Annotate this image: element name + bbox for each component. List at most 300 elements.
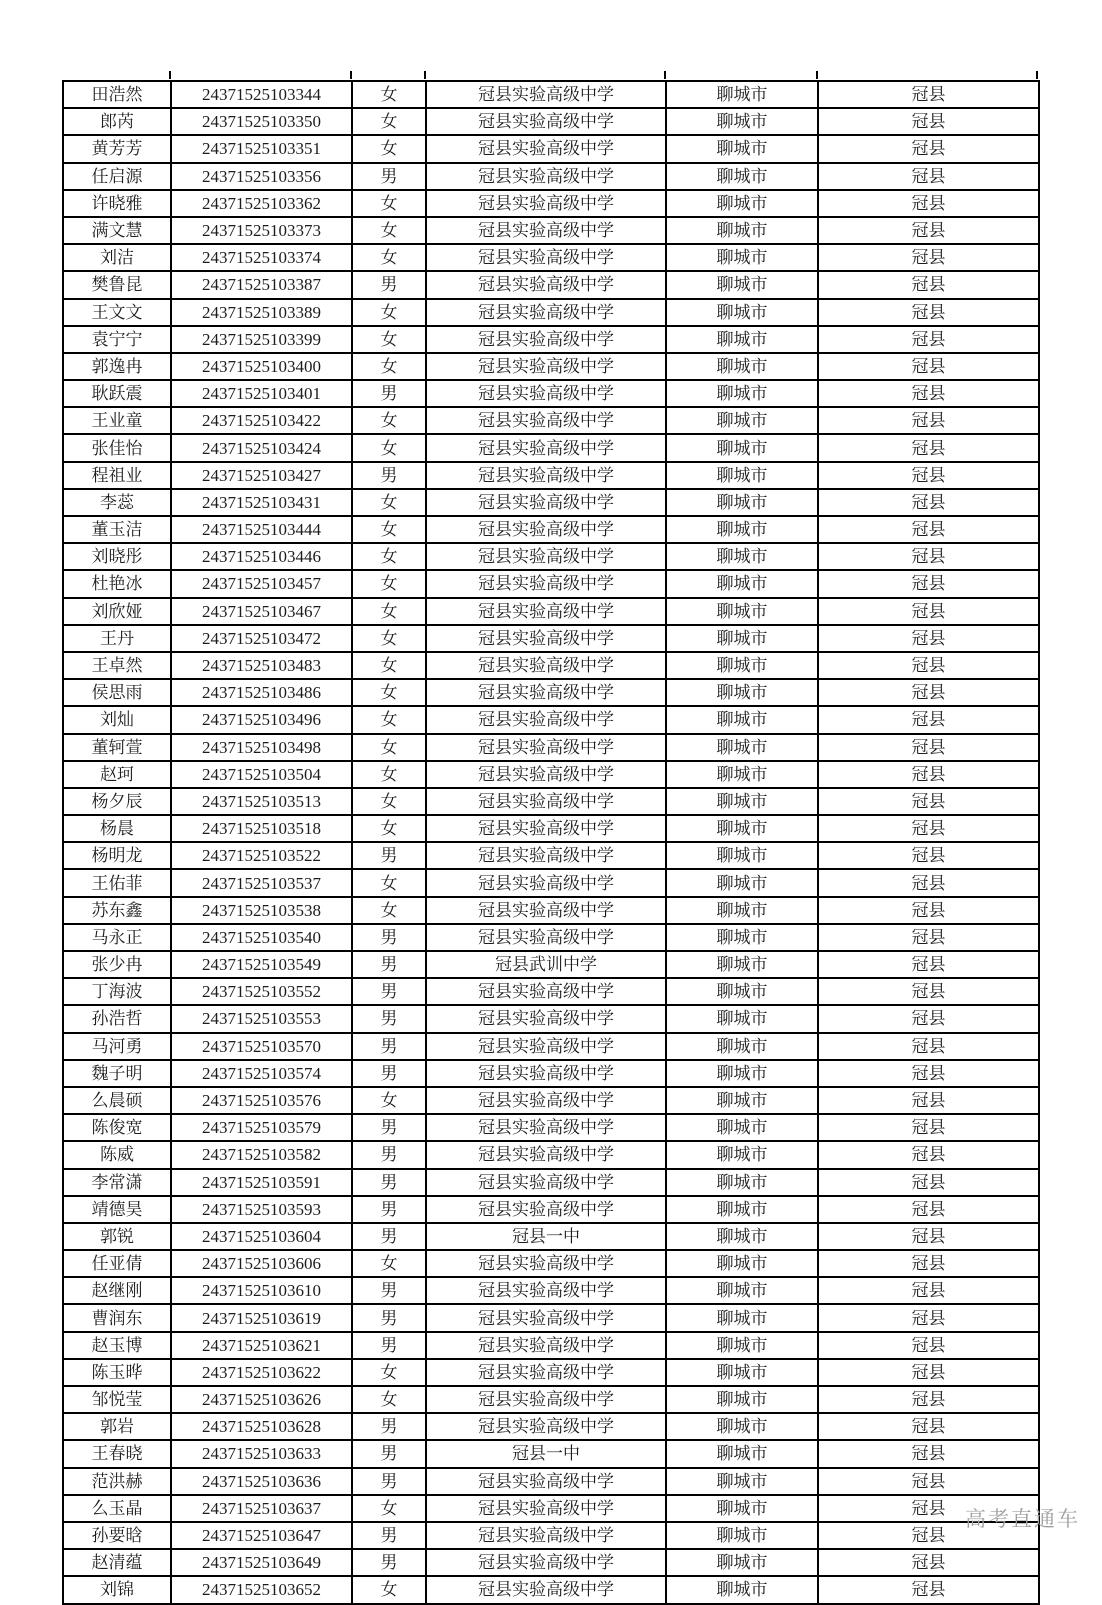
cell-school: 冠县实验高级中学 bbox=[426, 679, 666, 706]
cell-city: 聊城市 bbox=[666, 299, 818, 326]
cell-county: 冠县 bbox=[818, 1413, 1039, 1440]
table-row bbox=[63, 1196, 1039, 1223]
cell-exam-id: 24371525103591 bbox=[171, 1169, 352, 1196]
cell-city: 聊城市 bbox=[666, 869, 818, 896]
cell-county: 冠县 bbox=[818, 1495, 1039, 1522]
cell-county: 冠县 bbox=[818, 1060, 1039, 1087]
cell-gender: 男 bbox=[352, 1522, 426, 1549]
table-row bbox=[63, 1087, 1039, 1114]
cell-city: 聊城市 bbox=[666, 679, 818, 706]
cell-gender: 男 bbox=[352, 978, 426, 1005]
table-row bbox=[63, 135, 1039, 162]
cell-exam-id: 24371525103350 bbox=[171, 108, 352, 135]
cell-school: 冠县实验高级中学 bbox=[426, 1196, 666, 1223]
cell-gender: 男 bbox=[352, 1332, 426, 1359]
cell-gender: 女 bbox=[352, 81, 426, 108]
cell-city: 聊城市 bbox=[666, 217, 818, 244]
table-row bbox=[63, 217, 1039, 244]
cell-student-name: 李常潇 bbox=[63, 1169, 171, 1196]
cell-exam-id: 24371525103399 bbox=[171, 326, 352, 353]
cell-student-name: 邹悦莹 bbox=[63, 1386, 171, 1413]
cell-gender: 女 bbox=[352, 353, 426, 380]
cell-student-name: 刘欣娅 bbox=[63, 598, 171, 625]
table-row bbox=[63, 815, 1039, 842]
table-row bbox=[63, 1223, 1039, 1250]
table-row bbox=[63, 652, 1039, 679]
cell-student-name: 杨夕辰 bbox=[63, 788, 171, 815]
cell-student-name: 孙要晗 bbox=[63, 1522, 171, 1549]
cell-county: 冠县 bbox=[818, 897, 1039, 924]
cell-gender: 女 bbox=[352, 190, 426, 217]
cell-school: 冠县实验高级中学 bbox=[426, 543, 666, 570]
cell-student-name: 陈威 bbox=[63, 1141, 171, 1168]
cell-exam-id: 24371525103574 bbox=[171, 1060, 352, 1087]
watermark-text: 高考直通车 bbox=[965, 1507, 1080, 1531]
cell-county: 冠县 bbox=[818, 516, 1039, 543]
cell-student-name: 王文文 bbox=[63, 299, 171, 326]
cell-school: 冠县实验高级中学 bbox=[426, 1495, 666, 1522]
cell-student-name: 樊鲁昆 bbox=[63, 271, 171, 298]
cell-student-name: 陈俊宽 bbox=[63, 1114, 171, 1141]
cell-exam-id: 24371525103593 bbox=[171, 1196, 352, 1223]
table-row bbox=[63, 108, 1039, 135]
cell-city: 聊城市 bbox=[666, 1196, 818, 1223]
cell-gender: 女 bbox=[352, 516, 426, 543]
cell-school: 冠县实验高级中学 bbox=[426, 1250, 666, 1277]
cell-exam-id: 24371525103606 bbox=[171, 1250, 352, 1277]
cell-county: 冠县 bbox=[818, 135, 1039, 162]
table-row bbox=[63, 1413, 1039, 1440]
table-row bbox=[63, 1468, 1039, 1495]
cell-city: 聊城市 bbox=[666, 978, 818, 1005]
cell-county: 冠县 bbox=[818, 1332, 1039, 1359]
grid-stub-mark bbox=[816, 71, 818, 79]
cell-county: 冠县 bbox=[818, 1196, 1039, 1223]
table-row bbox=[63, 706, 1039, 733]
cell-gender: 女 bbox=[352, 1495, 426, 1522]
cell-school: 冠县实验高级中学 bbox=[426, 706, 666, 733]
table-row bbox=[63, 788, 1039, 815]
cell-student-name: 赵继刚 bbox=[63, 1277, 171, 1304]
cell-exam-id: 24371525103389 bbox=[171, 299, 352, 326]
cell-school: 冠县实验高级中学 bbox=[426, 1522, 666, 1549]
cell-city: 聊城市 bbox=[666, 625, 818, 652]
cell-gender: 男 bbox=[352, 1440, 426, 1467]
cell-school: 冠县实验高级中学 bbox=[426, 108, 666, 135]
cell-student-name: 刘锦 bbox=[63, 1576, 171, 1603]
cell-gender: 女 bbox=[352, 434, 426, 461]
cell-gender: 女 bbox=[352, 217, 426, 244]
cell-gender: 女 bbox=[352, 135, 426, 162]
cell-county: 冠县 bbox=[818, 679, 1039, 706]
cell-exam-id: 24371525103636 bbox=[171, 1468, 352, 1495]
cell-student-name: 么玉晶 bbox=[63, 1495, 171, 1522]
cell-city: 聊城市 bbox=[666, 407, 818, 434]
table-row bbox=[63, 1141, 1039, 1168]
cell-gender: 男 bbox=[352, 924, 426, 951]
table-row bbox=[63, 353, 1039, 380]
cell-school: 冠县实验高级中学 bbox=[426, 1576, 666, 1603]
cell-city: 聊城市 bbox=[666, 842, 818, 869]
table-row bbox=[63, 1114, 1039, 1141]
table-row bbox=[63, 978, 1039, 1005]
cell-school: 冠县实验高级中学 bbox=[426, 1060, 666, 1087]
cell-school: 冠县实验高级中学 bbox=[426, 652, 666, 679]
cell-county: 冠县 bbox=[818, 1114, 1039, 1141]
cell-school: 冠县实验高级中学 bbox=[426, 625, 666, 652]
cell-gender: 女 bbox=[352, 326, 426, 353]
cell-gender: 女 bbox=[352, 407, 426, 434]
cell-city: 聊城市 bbox=[666, 81, 818, 108]
cell-gender: 女 bbox=[352, 489, 426, 516]
cell-exam-id: 24371525103427 bbox=[171, 462, 352, 489]
cell-county: 冠县 bbox=[818, 1468, 1039, 1495]
cell-city: 聊城市 bbox=[666, 489, 818, 516]
cell-exam-id: 24371525103570 bbox=[171, 1033, 352, 1060]
cell-gender: 女 bbox=[352, 679, 426, 706]
cell-gender: 女 bbox=[352, 734, 426, 761]
cell-student-name: 赵玉博 bbox=[63, 1332, 171, 1359]
cell-city: 聊城市 bbox=[666, 190, 818, 217]
cell-city: 聊城市 bbox=[666, 1440, 818, 1467]
cell-county: 冠县 bbox=[818, 625, 1039, 652]
cell-exam-id: 24371525103344 bbox=[171, 81, 352, 108]
cell-gender: 男 bbox=[352, 1304, 426, 1331]
cell-school: 冠县实验高级中学 bbox=[426, 1468, 666, 1495]
cell-student-name: 郭岩 bbox=[63, 1413, 171, 1440]
cell-school: 冠县实验高级中学 bbox=[426, 570, 666, 597]
cell-gender: 男 bbox=[352, 1169, 426, 1196]
cell-student-name: 陈玉晔 bbox=[63, 1359, 171, 1386]
cell-school: 冠县实验高级中学 bbox=[426, 380, 666, 407]
cell-county: 冠县 bbox=[818, 842, 1039, 869]
cell-school: 冠县实验高级中学 bbox=[426, 1386, 666, 1413]
cell-county: 冠县 bbox=[818, 652, 1039, 679]
cell-school: 冠县实验高级中学 bbox=[426, 761, 666, 788]
cell-school: 冠县实验高级中学 bbox=[426, 190, 666, 217]
cell-student-name: 杜艳冰 bbox=[63, 570, 171, 597]
cell-school: 冠县实验高级中学 bbox=[426, 353, 666, 380]
cell-student-name: 马河勇 bbox=[63, 1033, 171, 1060]
cell-student-name: 王业童 bbox=[63, 407, 171, 434]
cell-gender: 男 bbox=[352, 462, 426, 489]
cell-student-name: 王丹 bbox=[63, 625, 171, 652]
cell-exam-id: 24371525103537 bbox=[171, 869, 352, 896]
cell-county: 冠县 bbox=[818, 217, 1039, 244]
cell-student-name: 苏东鑫 bbox=[63, 897, 171, 924]
cell-gender: 男 bbox=[352, 1223, 426, 1250]
cell-county: 冠县 bbox=[818, 434, 1039, 461]
cell-county: 冠县 bbox=[818, 951, 1039, 978]
cell-city: 聊城市 bbox=[666, 1413, 818, 1440]
cell-gender: 女 bbox=[352, 652, 426, 679]
cell-gender: 男 bbox=[352, 1549, 426, 1576]
cell-city: 聊城市 bbox=[666, 1114, 818, 1141]
cell-school: 冠县实验高级中学 bbox=[426, 434, 666, 461]
cell-exam-id: 24371525103422 bbox=[171, 407, 352, 434]
cell-exam-id: 24371525103373 bbox=[171, 217, 352, 244]
cell-gender: 男 bbox=[352, 1114, 426, 1141]
cell-school: 冠县实验高级中学 bbox=[426, 1141, 666, 1168]
cell-city: 聊城市 bbox=[666, 543, 818, 570]
cell-city: 聊城市 bbox=[666, 1277, 818, 1304]
cell-student-name: 刘晓彤 bbox=[63, 543, 171, 570]
cell-student-name: 任启源 bbox=[63, 163, 171, 190]
table-row bbox=[63, 598, 1039, 625]
cell-city: 聊城市 bbox=[666, 570, 818, 597]
cell-school: 冠县实验高级中学 bbox=[426, 271, 666, 298]
cell-gender: 女 bbox=[352, 869, 426, 896]
cell-gender: 女 bbox=[352, 299, 426, 326]
cell-exam-id: 24371525103576 bbox=[171, 1087, 352, 1114]
cell-student-name: 程祖业 bbox=[63, 462, 171, 489]
cell-student-name: 李蕊 bbox=[63, 489, 171, 516]
table-row bbox=[63, 1304, 1039, 1331]
cell-student-name: 靖德昊 bbox=[63, 1196, 171, 1223]
cell-gender: 男 bbox=[352, 951, 426, 978]
cell-city: 聊城市 bbox=[666, 353, 818, 380]
cell-city: 聊城市 bbox=[666, 734, 818, 761]
cell-exam-id: 24371525103637 bbox=[171, 1495, 352, 1522]
cell-city: 聊城市 bbox=[666, 271, 818, 298]
cell-county: 冠县 bbox=[818, 244, 1039, 271]
cell-county: 冠县 bbox=[818, 1522, 1039, 1549]
cell-gender: 女 bbox=[352, 108, 426, 135]
cell-school: 冠县实验高级中学 bbox=[426, 326, 666, 353]
cell-exam-id: 24371525103549 bbox=[171, 951, 352, 978]
cell-school: 冠县实验高级中学 bbox=[426, 489, 666, 516]
cell-city: 聊城市 bbox=[666, 1468, 818, 1495]
cell-student-name: 赵清蕴 bbox=[63, 1549, 171, 1576]
cell-county: 冠县 bbox=[818, 1169, 1039, 1196]
cell-exam-id: 24371525103540 bbox=[171, 924, 352, 951]
cell-student-name: 曹润东 bbox=[63, 1304, 171, 1331]
cell-student-name: 郭锐 bbox=[63, 1223, 171, 1250]
cell-city: 聊城市 bbox=[666, 462, 818, 489]
cell-county: 冠县 bbox=[818, 1549, 1039, 1576]
cell-gender: 男 bbox=[352, 380, 426, 407]
cell-school: 冠县一中 bbox=[426, 1440, 666, 1467]
table-row bbox=[63, 434, 1039, 461]
cell-exam-id: 24371525103424 bbox=[171, 434, 352, 461]
table-row bbox=[63, 543, 1039, 570]
table-row bbox=[63, 190, 1039, 217]
cell-gender: 男 bbox=[352, 1468, 426, 1495]
cell-exam-id: 24371525103649 bbox=[171, 1549, 352, 1576]
cell-city: 聊城市 bbox=[666, 1033, 818, 1060]
cell-city: 聊城市 bbox=[666, 815, 818, 842]
cell-exam-id: 24371525103626 bbox=[171, 1386, 352, 1413]
cell-school: 冠县实验高级中学 bbox=[426, 1332, 666, 1359]
cell-exam-id: 24371525103604 bbox=[171, 1223, 352, 1250]
cell-city: 聊城市 bbox=[666, 761, 818, 788]
cell-city: 聊城市 bbox=[666, 516, 818, 543]
cell-county: 冠县 bbox=[818, 734, 1039, 761]
cell-exam-id: 24371525103486 bbox=[171, 679, 352, 706]
cell-school: 冠县实验高级中学 bbox=[426, 1304, 666, 1331]
table-row bbox=[63, 570, 1039, 597]
grid-stub-mark bbox=[350, 71, 352, 79]
cell-county: 冠县 bbox=[818, 81, 1039, 108]
cell-school: 冠县实验高级中学 bbox=[426, 1359, 666, 1386]
table-row bbox=[63, 1060, 1039, 1087]
cell-student-name: 赵珂 bbox=[63, 761, 171, 788]
cell-city: 聊城市 bbox=[666, 1332, 818, 1359]
cell-student-name: 董轲萱 bbox=[63, 734, 171, 761]
cell-school: 冠县实验高级中学 bbox=[426, 1277, 666, 1304]
cell-student-name: 范洪赫 bbox=[63, 1468, 171, 1495]
cell-county: 冠县 bbox=[818, 163, 1039, 190]
cell-gender: 女 bbox=[352, 570, 426, 597]
cell-county: 冠县 bbox=[818, 1005, 1039, 1032]
cell-city: 聊城市 bbox=[666, 1005, 818, 1032]
cell-city: 聊城市 bbox=[666, 1386, 818, 1413]
cell-school: 冠县实验高级中学 bbox=[426, 407, 666, 434]
grid-stub-mark bbox=[169, 71, 171, 79]
cell-exam-id: 24371525103483 bbox=[171, 652, 352, 679]
table-row bbox=[63, 1549, 1039, 1576]
cell-exam-id: 24371525103431 bbox=[171, 489, 352, 516]
cell-student-name: 刘洁 bbox=[63, 244, 171, 271]
cell-city: 聊城市 bbox=[666, 1304, 818, 1331]
cell-city: 聊城市 bbox=[666, 108, 818, 135]
cell-student-name: 袁宁宁 bbox=[63, 326, 171, 353]
cell-county: 冠县 bbox=[818, 326, 1039, 353]
table-row bbox=[63, 1169, 1039, 1196]
table-row bbox=[63, 1386, 1039, 1413]
cell-gender: 女 bbox=[352, 1250, 426, 1277]
table-row bbox=[63, 271, 1039, 298]
grid-stub-mark bbox=[1036, 71, 1038, 79]
cell-exam-id: 24371525103472 bbox=[171, 625, 352, 652]
cell-county: 冠县 bbox=[818, 706, 1039, 733]
cell-county: 冠县 bbox=[818, 543, 1039, 570]
cell-county: 冠县 bbox=[818, 1304, 1039, 1331]
cell-gender: 男 bbox=[352, 1196, 426, 1223]
cell-gender: 女 bbox=[352, 543, 426, 570]
cell-gender: 男 bbox=[352, 1141, 426, 1168]
cell-school: 冠县实验高级中学 bbox=[426, 734, 666, 761]
cell-student-name: 马永正 bbox=[63, 924, 171, 951]
cell-exam-id: 24371525103374 bbox=[171, 244, 352, 271]
cell-county: 冠县 bbox=[818, 761, 1039, 788]
cell-student-name: 耿跃震 bbox=[63, 380, 171, 407]
cell-exam-id: 24371525103621 bbox=[171, 1332, 352, 1359]
cell-school: 冠县实验高级中学 bbox=[426, 217, 666, 244]
cell-city: 聊城市 bbox=[666, 1087, 818, 1114]
cell-exam-id: 24371525103457 bbox=[171, 570, 352, 597]
table-row bbox=[63, 897, 1039, 924]
cell-exam-id: 24371525103513 bbox=[171, 788, 352, 815]
cell-school: 冠县武训中学 bbox=[426, 951, 666, 978]
table-row bbox=[63, 869, 1039, 896]
cell-gender: 男 bbox=[352, 163, 426, 190]
cell-city: 聊城市 bbox=[666, 652, 818, 679]
table-row bbox=[63, 761, 1039, 788]
table-row bbox=[63, 1033, 1039, 1060]
cell-school: 冠县实验高级中学 bbox=[426, 1087, 666, 1114]
cell-student-name: 孙浩哲 bbox=[63, 1005, 171, 1032]
cell-exam-id: 24371525103351 bbox=[171, 135, 352, 162]
grid-stub-mark bbox=[424, 71, 426, 79]
cell-county: 冠县 bbox=[818, 462, 1039, 489]
cell-county: 冠县 bbox=[818, 1576, 1039, 1603]
cell-exam-id: 24371525103356 bbox=[171, 163, 352, 190]
cell-exam-id: 24371525103362 bbox=[171, 190, 352, 217]
cell-school: 冠县实验高级中学 bbox=[426, 81, 666, 108]
cell-city: 聊城市 bbox=[666, 244, 818, 271]
cell-student-name: 魏子明 bbox=[63, 1060, 171, 1087]
cell-exam-id: 24371525103496 bbox=[171, 706, 352, 733]
cell-exam-id: 24371525103400 bbox=[171, 353, 352, 380]
table-row bbox=[63, 326, 1039, 353]
cell-exam-id: 24371525103622 bbox=[171, 1359, 352, 1386]
cell-school: 冠县一中 bbox=[426, 1223, 666, 1250]
table-row bbox=[63, 1005, 1039, 1032]
cell-county: 冠县 bbox=[818, 815, 1039, 842]
table-row bbox=[63, 1277, 1039, 1304]
cell-county: 冠县 bbox=[818, 1386, 1039, 1413]
cell-city: 聊城市 bbox=[666, 951, 818, 978]
cell-gender: 女 bbox=[352, 598, 426, 625]
cell-county: 冠县 bbox=[818, 869, 1039, 896]
cell-school: 冠县实验高级中学 bbox=[426, 788, 666, 815]
cell-school: 冠县实验高级中学 bbox=[426, 842, 666, 869]
cell-county: 冠县 bbox=[818, 598, 1039, 625]
cell-student-name: 杨晨 bbox=[63, 815, 171, 842]
table-row bbox=[63, 734, 1039, 761]
cell-city: 聊城市 bbox=[666, 434, 818, 461]
cell-exam-id: 24371525103504 bbox=[171, 761, 352, 788]
cell-exam-id: 24371525103647 bbox=[171, 1522, 352, 1549]
cell-exam-id: 24371525103444 bbox=[171, 516, 352, 543]
cell-exam-id: 24371525103467 bbox=[171, 598, 352, 625]
cell-school: 冠县实验高级中学 bbox=[426, 924, 666, 951]
cell-county: 冠县 bbox=[818, 924, 1039, 951]
cell-school: 冠县实验高级中学 bbox=[426, 1005, 666, 1032]
cell-gender: 女 bbox=[352, 1576, 426, 1603]
cell-city: 聊城市 bbox=[666, 1141, 818, 1168]
cell-exam-id: 24371525103518 bbox=[171, 815, 352, 842]
cell-school: 冠县实验高级中学 bbox=[426, 299, 666, 326]
table-row bbox=[63, 842, 1039, 869]
cell-city: 聊城市 bbox=[666, 924, 818, 951]
cell-gender: 男 bbox=[352, 1060, 426, 1087]
cell-student-name: 董玉洁 bbox=[63, 516, 171, 543]
cell-school: 冠县实验高级中学 bbox=[426, 1033, 666, 1060]
cell-city: 聊城市 bbox=[666, 1359, 818, 1386]
cell-city: 聊城市 bbox=[666, 1223, 818, 1250]
cell-student-name: 侯思雨 bbox=[63, 679, 171, 706]
cell-student-name: 张佳怡 bbox=[63, 434, 171, 461]
cell-city: 聊城市 bbox=[666, 1495, 818, 1522]
cell-exam-id: 24371525103552 bbox=[171, 978, 352, 1005]
cell-county: 冠县 bbox=[818, 1087, 1039, 1114]
cell-gender: 女 bbox=[352, 788, 426, 815]
cell-county: 冠县 bbox=[818, 570, 1039, 597]
table-row bbox=[63, 244, 1039, 271]
cell-exam-id: 24371525103633 bbox=[171, 1440, 352, 1467]
cell-gender: 女 bbox=[352, 706, 426, 733]
table-row bbox=[63, 1359, 1039, 1386]
cell-county: 冠县 bbox=[818, 1223, 1039, 1250]
cell-exam-id: 24371525103446 bbox=[171, 543, 352, 570]
cell-county: 冠县 bbox=[818, 271, 1039, 298]
table-row bbox=[63, 1495, 1039, 1522]
cell-gender: 男 bbox=[352, 1413, 426, 1440]
table-row bbox=[63, 1250, 1039, 1277]
cell-student-name: 刘灿 bbox=[63, 706, 171, 733]
